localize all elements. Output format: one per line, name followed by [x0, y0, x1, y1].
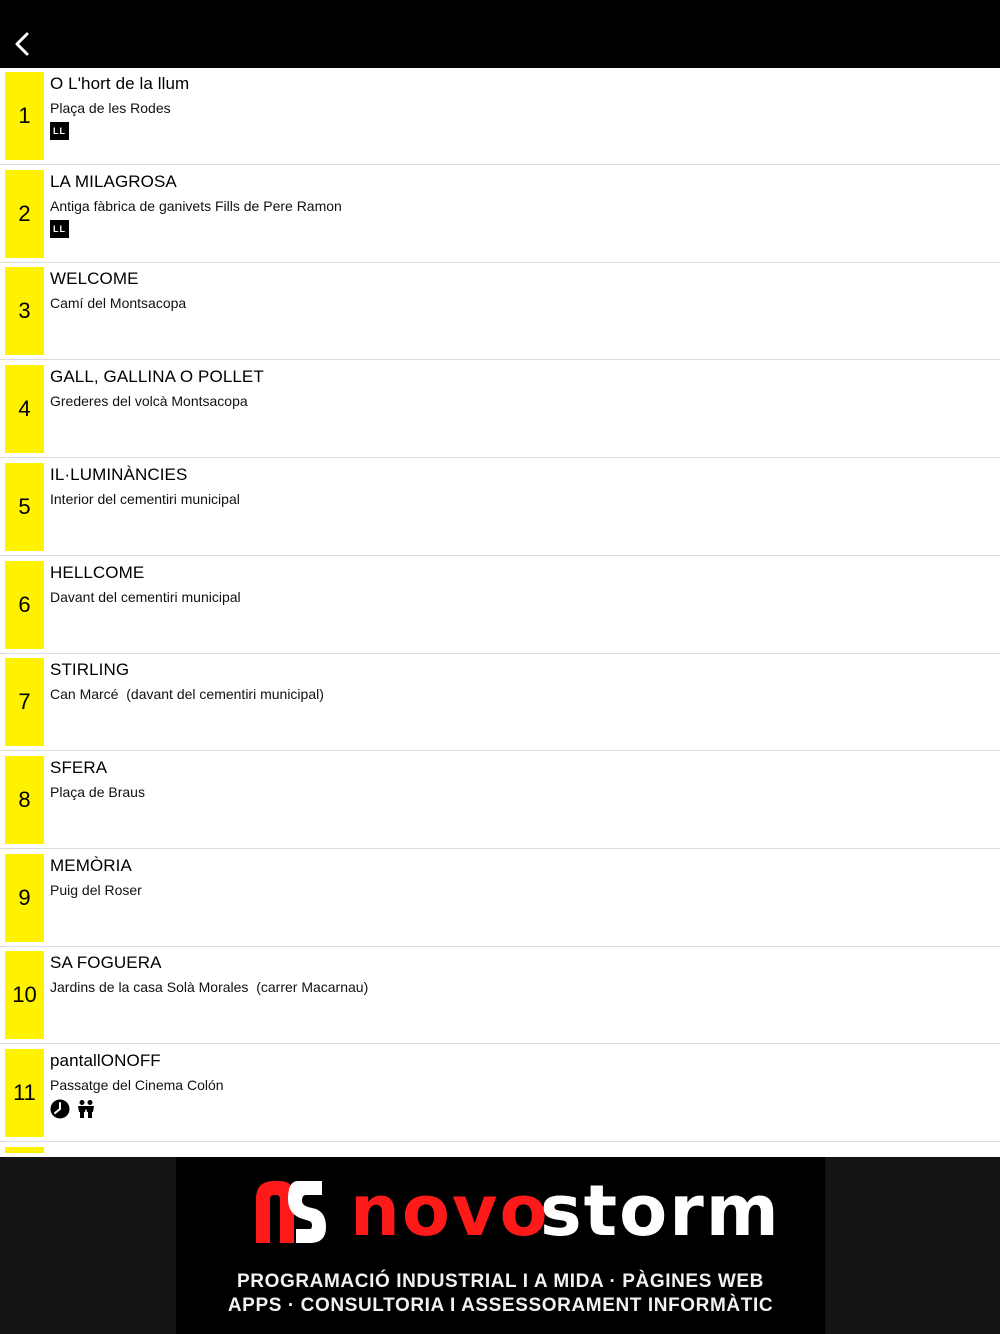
ad-banner[interactable] — [0, 1157, 1000, 1334]
item-location: Jardins de la casa Solà Morales (carrer Macarnau) — [50, 979, 369, 995]
list-item[interactable] — [0, 654, 1000, 751]
top-navigation-bar — [0, 0, 1000, 68]
list-item-partial[interactable] — [0, 1143, 1000, 1153]
item-number: 5 — [5, 463, 44, 551]
family-icon — [76, 1099, 96, 1119]
item-location: Antiga fàbrica de ganivets Fills de Pere Ramon — [50, 198, 342, 214]
item-title: IL·LUMINÀNCIES — [50, 465, 188, 484]
brand-logo — [250, 1170, 781, 1252]
item-number: 10 — [5, 951, 44, 1039]
item-location: Plaça de Braus — [50, 784, 145, 800]
item-title: MEMÒRIA — [50, 856, 132, 875]
item-location: Passatge del Cinema Colón — [50, 1077, 224, 1093]
item-title: GALL, GALLINA O POLLET — [50, 367, 264, 386]
ll-badge: LL — [50, 122, 69, 140]
item-title: SFERA — [50, 758, 108, 777]
item-number: 7 — [5, 658, 44, 746]
list-item[interactable] — [0, 752, 1000, 849]
list-item[interactable] — [0, 459, 1000, 556]
item-title: O L'hort de la llum — [50, 74, 190, 93]
banner-content[interactable] — [176, 1157, 825, 1334]
banner-tagline-line-1: PROGRAMACIÓ INDUSTRIAL I A MIDA · PÀGINES WEB — [237, 1271, 764, 1292]
banner-tagline-line-2: APPS · CONSULTORIA I ASSESSORAMENT INFORMÀTIC — [227, 1295, 774, 1316]
item-number: 3 — [5, 267, 44, 355]
item-badges — [50, 1099, 96, 1119]
item-title: WELCOME — [50, 269, 139, 288]
item-number: 8 — [5, 756, 44, 844]
item-location: Davant del cementiri municipal — [50, 589, 241, 605]
list-item[interactable] — [0, 68, 1000, 165]
item-location: Camí del Montsacopa — [50, 295, 187, 311]
novostorm-logo-icon — [250, 1173, 330, 1249]
chevron-left-icon — [13, 31, 31, 57]
item-number-partial — [5, 1147, 44, 1153]
list-item[interactable] — [0, 1045, 1000, 1142]
item-title: HELLCOME — [50, 563, 145, 582]
item-number: 11 — [5, 1049, 44, 1137]
item-number: 6 — [5, 561, 44, 649]
item-number: 1 — [5, 72, 44, 160]
brand-name-storm: storm — [540, 1170, 781, 1252]
list-item[interactable] — [0, 947, 1000, 1044]
item-location: Interior del cementiri municipal — [50, 491, 240, 507]
item-title: STIRLING — [50, 660, 130, 679]
item-badges — [50, 220, 69, 238]
list-item[interactable] — [0, 166, 1000, 263]
item-badges — [50, 122, 69, 140]
item-title: pantallONOFF — [50, 1051, 161, 1070]
item-location: Grederes del volcà Montsacopa — [50, 393, 248, 409]
item-number: 2 — [5, 170, 44, 258]
brand-name-novo: novo — [350, 1170, 550, 1252]
item-number: 4 — [5, 365, 44, 453]
back-button[interactable] — [4, 24, 40, 64]
item-location: Plaça de les Rodes — [50, 100, 171, 116]
item-title: SA FOGUERA — [50, 953, 162, 972]
list-item[interactable] — [0, 361, 1000, 458]
list-item[interactable] — [0, 850, 1000, 947]
event-list — [0, 68, 1000, 1153]
list-item[interactable] — [0, 263, 1000, 360]
item-location: Can Marcé (davant del cementiri municipal) — [50, 686, 324, 702]
list-item[interactable] — [0, 557, 1000, 654]
clock-icon — [50, 1099, 70, 1119]
item-location: Puig del Roser — [50, 882, 142, 898]
ll-badge: LL — [50, 220, 69, 238]
item-number: 9 — [5, 854, 44, 942]
item-title: LA MILAGROSA — [50, 172, 177, 191]
